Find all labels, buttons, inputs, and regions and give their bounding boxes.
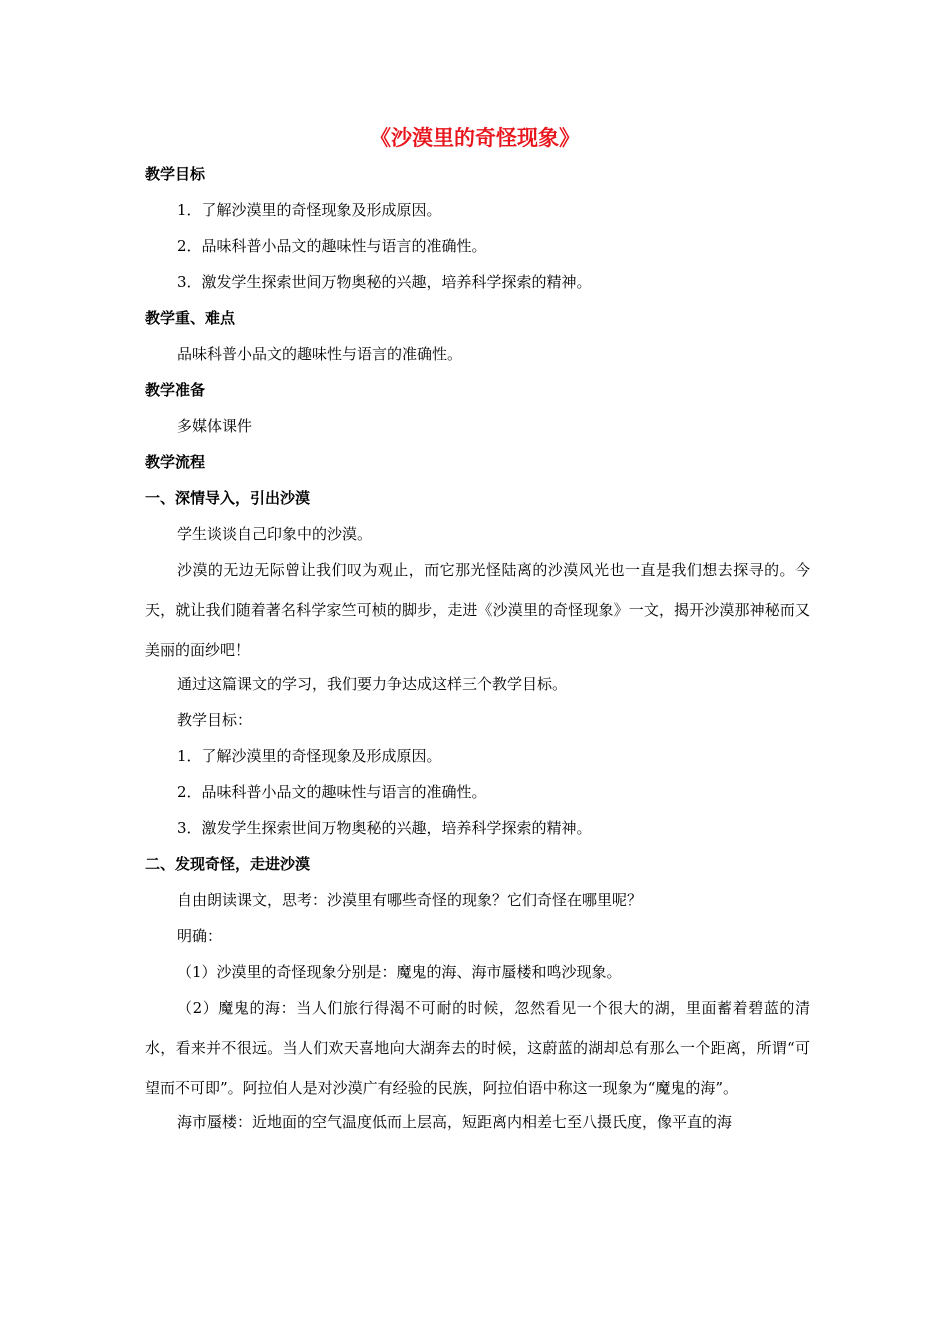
part1-goal-item: 2．品味科普小品文的趣味性与语言的准确性。 bbox=[177, 783, 487, 801]
key-heading: 教学重、难点 bbox=[145, 309, 236, 327]
part2-line: 明确： bbox=[177, 927, 223, 945]
prep-text: 多媒体课件 bbox=[177, 417, 253, 435]
part2-line: 自由朗读课文，思考：沙漠里有哪些奇怪的现象？它们奇怪在哪里呢？ bbox=[177, 891, 643, 909]
document-title: 《沙漠里的奇怪现象》 bbox=[370, 126, 580, 150]
document-body bbox=[145, 160, 810, 1142]
part1-goal-item: 3．激发学生探索世间万物奥秘的兴趣，培养科学探索的精神。 bbox=[177, 819, 592, 837]
goal-item: 3．激发学生探索世间万物奥秘的兴趣，培养科学探索的精神。 bbox=[177, 273, 592, 291]
part1-line: 教学目标： bbox=[177, 711, 253, 729]
part2-heading: 二、发现奇怪，走进沙漠 bbox=[145, 855, 311, 873]
goal-item: 2．品味科普小品文的趣味性与语言的准确性。 bbox=[177, 237, 487, 255]
part1-heading: 一、深情导入，引出沙漠 bbox=[145, 489, 311, 507]
part2-item: （1）沙漠里的奇怪现象分别是：魔鬼的海、海市蜃楼和鸣沙现象。 bbox=[177, 963, 622, 981]
part1-line: 通过这篇课文的学习，我们要力争达成这样三个教学目标。 bbox=[177, 675, 568, 693]
prep-heading: 教学准备 bbox=[145, 381, 206, 399]
flow-heading: 教学流程 bbox=[145, 453, 206, 471]
key-text: 品味科普小品文的趣味性与语言的准确性。 bbox=[177, 345, 463, 363]
part2-paragraph: 海市蜃楼：近地面的空气温度低而上层高，短距离内相差七至八摄氏度，像平直的海 bbox=[177, 1113, 733, 1131]
part1-goal-item: 1．了解沙漠里的奇怪现象及形成原因。 bbox=[177, 747, 442, 765]
part2-paragraph: （2）魔鬼的海：当人们旅行得渴不可耐的时候，忽然看见一个很大的湖，里面蓄着碧蓝的清水，看来并不很远。当人们欢天喜地向大湖奔去的时候，这蔚蓝的湖却总有那么一个距离，所谓“可望而不可即”。阿拉伯人是对沙漠广有经验的民族，阿拉伯语中称这一现象为“魔鬼的海”。 bbox=[145, 999, 810, 1097]
goal-item: 1．了解沙漠里的奇怪现象及形成原因。 bbox=[177, 201, 442, 219]
part1-line: 学生谈谈自己印象中的沙漠。 bbox=[177, 525, 373, 543]
goals-heading: 教学目标 bbox=[145, 165, 206, 183]
part1-paragraph: 沙漠的无边无际曾让我们叹为观止，而它那光怪陆离的沙漠风光也一直是我们想去探寻的。今天，就让我们随着著名科学家竺可桢的脚步，走进《沙漠里的奇怪现象》一文，揭开沙漠那神秘而又美丽的面纱吧！ bbox=[145, 561, 810, 659]
